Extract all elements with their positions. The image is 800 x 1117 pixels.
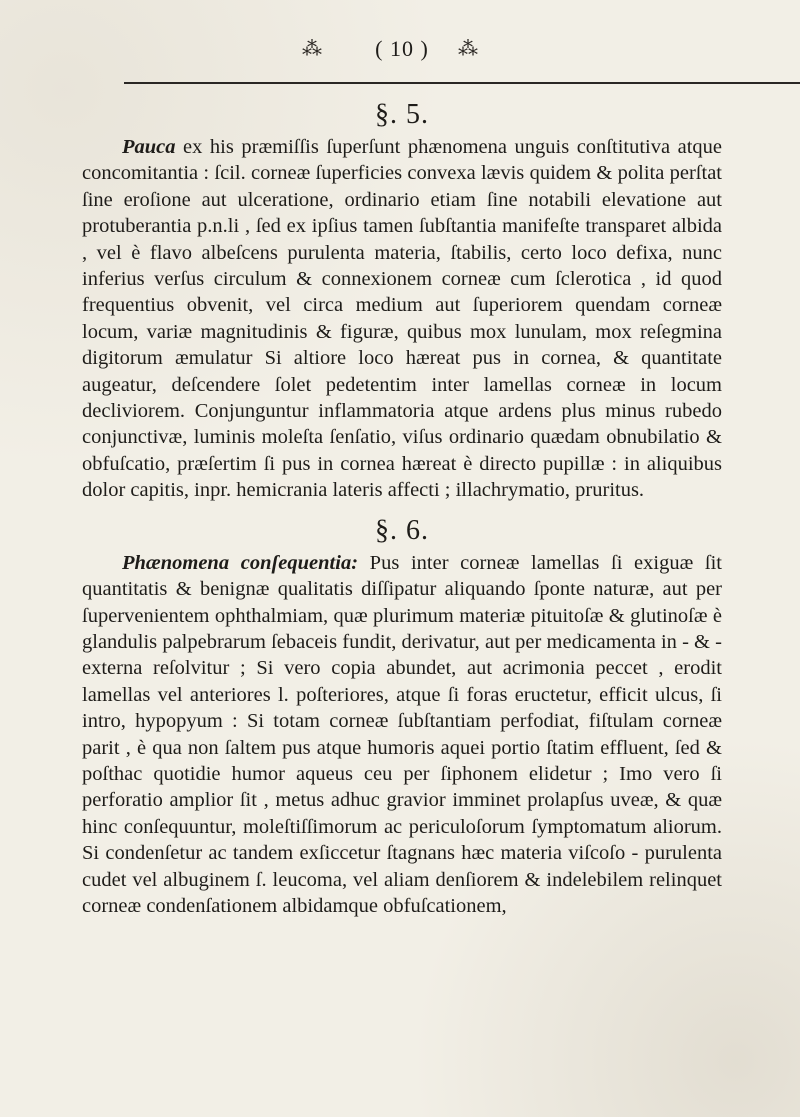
- right-ornament-icon: ⁂: [458, 38, 477, 60]
- paragraph-body: ex his præmiſſis ſuperſunt phænomena unguis conſtitutiva atque concomitantia : ſcil. corneæ ſuperficies convexa lævis quidem & polita perſtat ſine eroſione aut ulceratione, ordinario etiam ſine notabili elevatione aut protuberantia p.n.li , ſed ex ipſius tamen ſubſtantia manifeſte transparet albida , vel è flavo albeſcens purulenta materia, ſtabilis, certo loco defixa, nunc inferius verſus circulum & connexionem corneæ cum ſclerotica , id quod frequentius obvenit, vel circa medium aut ſuperiorem quendam corneæ locum, variæ magnitudinis & figuræ, quibus mox lunulam, mox reſegmina digitorum æmulatur Si altiore loco hæreat pus in cornea, & quantitate augeatur, deſcendere ſolet pedetentim inter lamellas corneæ in locum decliviorem. Conjunguntur inflammatoria atque ardens plus minus rubedo conjunctivæ, luminis moleſta ſenſatio, viſus ordinario quædam obnubilatio & obfuſcatio, præſertim ſi pus in cornea hæreat è directo pupillæ : in aliquibus dolor capitis, inpr. hemicrania lateris affecti ; illachrymatio, pruritus.: [82, 136, 722, 502]
- section-mark: §. 5.: [375, 99, 429, 130]
- paragraph-lead: Phænomena conſequentia:: [122, 551, 359, 574]
- section-paragraph: [82, 550, 722, 920]
- page-number: ( 10 ): [375, 36, 429, 61]
- paragraph-body: Pus inter corneæ lamellas ſi exiguæ ſit quantitatis & benignæ qualitatis diſſipatur aliquando ſponte naturæ, aut per ſupervenientem ophthalmiam, quæ plurimum materiæ pituitoſæ & glutinoſæ è glandulis palpebrarum ſebaceis fundit, derivatur, aut per medicamenta in - & - externa reſolvitur ; Si vero copia abundet, aut acrimonia peccet , erodit lamellas vel anteriores l. poſteriores, atque ſi foras eructetur, efficit ulcus, ſi intro, hypopyum : Si totam corneæ ſubſtantiam perfodiat, fiſtulam corneæ parit , è qua non ſaltem pus atque humoris aquei portio ſtatim effluent, ſed & poſthac quotidie humor aqueus ceu per ſiphonem elidetur ; Imo vero ſi perforatio amplior ſit , metus adhuc gravior imminet prolapſus uveæ, & quæ hinc conſequuntur, moleſtiſſimorum ac periculoſorum ſymptomatum aliorum. Si condenſetur ac tandem exſiccetur ſtagnans hæc materia viſcoſo - purulenta cudet vel albuginem ſ. leucoma, vel aliam denſiorem & indelebilem relinquet corneæ condenſationem albidamque obfuſcationem,: [82, 551, 722, 917]
- paragraph-lead: Pauca: [122, 136, 176, 158]
- header-rule: [124, 82, 800, 84]
- left-ornament-icon: ⁂: [302, 38, 321, 60]
- section-mark: §. 6.: [375, 514, 429, 546]
- page-header: [82, 28, 722, 84]
- section-paragraph: [82, 134, 722, 504]
